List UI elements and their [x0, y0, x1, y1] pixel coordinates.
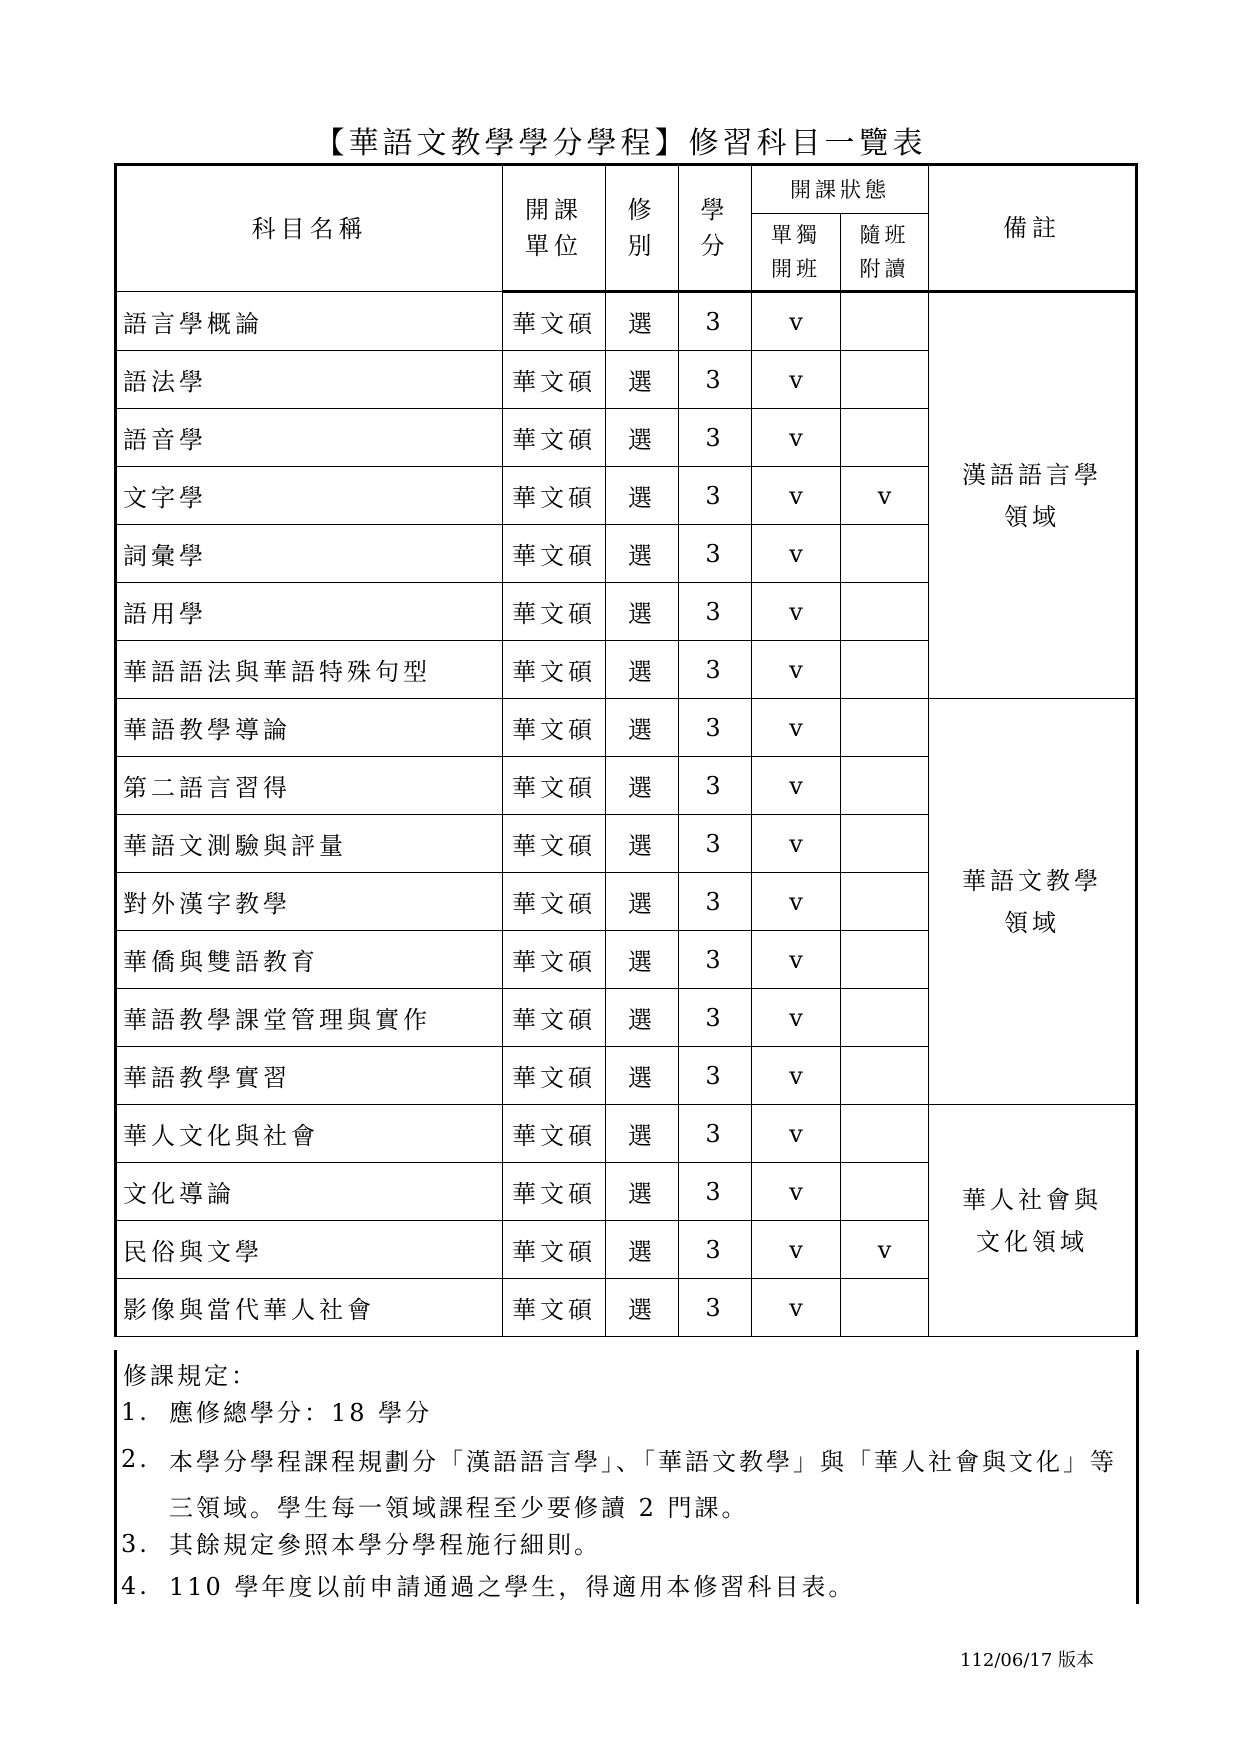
- course-credit-cell: 3: [679, 699, 752, 757]
- course-type-cell: 選: [606, 699, 679, 757]
- course-credit-cell: 3: [679, 467, 752, 525]
- course-single-cell: v: [752, 1163, 841, 1221]
- course-single-cell: v: [752, 873, 841, 931]
- course-name-cell: 文字學: [116, 467, 503, 525]
- course-type-cell: 選: [606, 757, 679, 815]
- header-remark: 備註: [929, 165, 1137, 292]
- header-unit: 開課 單位: [503, 165, 606, 292]
- domain-remark-cell: [929, 1105, 1137, 1337]
- course-unit-cell: 華文碩: [503, 351, 606, 409]
- course-unit-cell: 華文碩: [503, 757, 606, 815]
- course-type-cell: 選: [606, 351, 679, 409]
- rule-number: 4.: [121, 1572, 150, 1600]
- domain-remark-cell: [929, 699, 1137, 1105]
- course-type-cell: 選: [606, 525, 679, 583]
- course-name-cell: 詞彙學: [116, 525, 503, 583]
- course-follow-cell: [841, 989, 929, 1047]
- course-unit-cell: 華文碩: [503, 409, 606, 467]
- course-unit-cell: 華文碩: [503, 1163, 606, 1221]
- course-follow-cell: [841, 1279, 929, 1337]
- course-type-cell: 選: [606, 1047, 679, 1105]
- course-type-cell: 選: [606, 989, 679, 1047]
- course-type-cell: 選: [606, 467, 679, 525]
- course-unit-cell: 華文碩: [503, 815, 606, 873]
- course-type-cell: 選: [606, 1221, 679, 1279]
- header-credit: 學 分: [679, 165, 752, 292]
- course-single-cell: v: [752, 409, 841, 467]
- course-table: [114, 163, 1138, 1337]
- course-single-cell: v: [752, 641, 841, 699]
- course-unit-cell: 華文碩: [503, 641, 606, 699]
- course-follow-cell: [841, 1105, 929, 1163]
- course-follow-cell: [841, 757, 929, 815]
- course-name-cell: 語用學: [116, 583, 503, 641]
- course-single-cell: v: [752, 292, 841, 351]
- course-follow-cell: [841, 1047, 929, 1105]
- rule-number: 1.: [121, 1398, 150, 1426]
- header-follow-class: 隨班 附讀: [841, 214, 929, 292]
- course-follow-cell: [841, 351, 929, 409]
- page-title: 【華語文教學學分學程】修習科目一覽表: [314, 126, 927, 161]
- course-credit-cell: 3: [679, 525, 752, 583]
- header-single-class: 單獨 開班: [752, 214, 841, 292]
- course-follow-cell: [841, 292, 929, 351]
- course-type-cell: 選: [606, 409, 679, 467]
- course-name-cell: 華語教學導論: [116, 699, 503, 757]
- course-credit-cell: 3: [679, 583, 752, 641]
- table-row: [116, 1105, 1137, 1163]
- course-type-cell: 選: [606, 1105, 679, 1163]
- rule-text: 應修總學分：18 學分: [169, 1399, 433, 1427]
- course-single-cell: v: [752, 1279, 841, 1337]
- course-name-cell: 第二語言習得: [116, 757, 503, 815]
- rule-number: 2.: [121, 1445, 150, 1473]
- course-follow-cell: [841, 409, 929, 467]
- table-row: [116, 292, 1137, 351]
- course-single-cell: v: [752, 699, 841, 757]
- domain-label: 文化領域: [976, 1227, 1088, 1256]
- course-single-cell: v: [752, 989, 841, 1047]
- course-unit-cell: 華文碩: [503, 292, 606, 351]
- course-name-cell: 對外漢字教學: [116, 873, 503, 931]
- course-credit-cell: 3: [679, 1105, 752, 1163]
- course-follow-cell: [841, 873, 929, 931]
- course-credit-cell: 3: [679, 1279, 752, 1337]
- domain-remark-cell: [929, 292, 1137, 699]
- course-credit-cell: 3: [679, 873, 752, 931]
- domain-label: 領域: [1004, 502, 1060, 531]
- course-credit-cell: 3: [679, 989, 752, 1047]
- version-label: 112/06/17 版本: [960, 1650, 1095, 1671]
- course-single-cell: v: [752, 815, 841, 873]
- course-unit-cell: 華文碩: [503, 873, 606, 931]
- course-type-cell: 選: [606, 931, 679, 989]
- course-single-cell: v: [752, 1105, 841, 1163]
- course-credit-cell: 3: [679, 1221, 752, 1279]
- course-type-cell: 選: [606, 583, 679, 641]
- course-credit-cell: 3: [679, 1163, 752, 1221]
- course-single-cell: v: [752, 467, 841, 525]
- course-type-cell: 選: [606, 292, 679, 351]
- course-follow-cell: [841, 583, 929, 641]
- course-credit-cell: 3: [679, 292, 752, 351]
- header-course-name: 科目名稱: [116, 165, 503, 292]
- course-name-cell: 語言學概論: [116, 292, 503, 351]
- course-follow-cell: [841, 931, 929, 989]
- course-name-cell: 語音學: [116, 409, 503, 467]
- course-name-cell: 華語文測驗與評量: [116, 815, 503, 873]
- course-unit-cell: 華文碩: [503, 467, 606, 525]
- course-single-cell: v: [752, 351, 841, 409]
- course-follow-cell: v: [841, 1221, 929, 1279]
- course-type-cell: 選: [606, 1279, 679, 1337]
- course-follow-cell: [841, 1163, 929, 1221]
- header-status: 開課狀態: [752, 165, 929, 214]
- course-unit-cell: 華文碩: [503, 699, 606, 757]
- header-type: 修 別: [606, 165, 679, 292]
- course-name-cell: 文化導論: [116, 1163, 503, 1221]
- course-name-cell: 華語教學實習: [116, 1047, 503, 1105]
- course-single-cell: v: [752, 525, 841, 583]
- course-single-cell: v: [752, 1047, 841, 1105]
- course-single-cell: v: [752, 1221, 841, 1279]
- course-name-cell: 影像與當代華人社會: [116, 1279, 503, 1337]
- domain-label: 華人社會與: [962, 1185, 1102, 1214]
- course-unit-cell: 華文碩: [503, 1047, 606, 1105]
- course-unit-cell: 華文碩: [503, 525, 606, 583]
- course-credit-cell: 3: [679, 641, 752, 699]
- course-name-cell: 華人文化與社會: [116, 1105, 503, 1163]
- course-unit-cell: 華文碩: [503, 1105, 606, 1163]
- course-credit-cell: 3: [679, 815, 752, 873]
- course-unit-cell: 華文碩: [503, 583, 606, 641]
- domain-label: 領域: [1004, 908, 1060, 937]
- rules-heading: 修課規定：: [123, 1362, 258, 1390]
- course-credit-cell: 3: [679, 757, 752, 815]
- course-name-cell: 語法學: [116, 351, 503, 409]
- rule-text: 其餘規定參照本學分學程施行細則。: [169, 1531, 601, 1559]
- domain-label: 漢語語言學: [962, 460, 1102, 489]
- course-single-cell: v: [752, 931, 841, 989]
- course-follow-cell: [841, 525, 929, 583]
- course-name-cell: 華語語法與華語特殊句型: [116, 641, 503, 699]
- course-single-cell: v: [752, 757, 841, 815]
- course-type-cell: 選: [606, 873, 679, 931]
- course-unit-cell: 華文碩: [503, 1221, 606, 1279]
- course-follow-cell: [841, 641, 929, 699]
- course-name-cell: 華語教學課堂管理與實作: [116, 989, 503, 1047]
- course-type-cell: 選: [606, 815, 679, 873]
- course-rules: [114, 1350, 1139, 1604]
- course-follow-cell: v: [841, 467, 929, 525]
- course-unit-cell: 華文碩: [503, 989, 606, 1047]
- course-credit-cell: 3: [679, 931, 752, 989]
- course-name-cell: 華僑與雙語教育: [116, 931, 503, 989]
- rule-text: 110 學年度以前申請通過之學生，得適用本修習科目表。: [169, 1573, 856, 1601]
- course-credit-cell: 3: [679, 1047, 752, 1105]
- course-type-cell: 選: [606, 641, 679, 699]
- course-name-cell: 民俗與文學: [116, 1221, 503, 1279]
- rule-number: 3.: [121, 1530, 150, 1558]
- course-credit-cell: 3: [679, 351, 752, 409]
- course-single-cell: v: [752, 583, 841, 641]
- course-credit-cell: 3: [679, 409, 752, 467]
- course-follow-cell: [841, 699, 929, 757]
- domain-label: 華語文教學: [962, 866, 1102, 895]
- table-row: [116, 699, 1137, 757]
- course-follow-cell: [841, 815, 929, 873]
- course-unit-cell: 華文碩: [503, 1279, 606, 1337]
- course-type-cell: 選: [606, 1163, 679, 1221]
- course-unit-cell: 華文碩: [503, 931, 606, 989]
- rule-text: 本學分學程課程規劃分「漢語語言學」、「華語文教學」與「華人社會與文化」等三領域。學生每一領域課程至少要修讀 2 門課。: [169, 1448, 1117, 1522]
